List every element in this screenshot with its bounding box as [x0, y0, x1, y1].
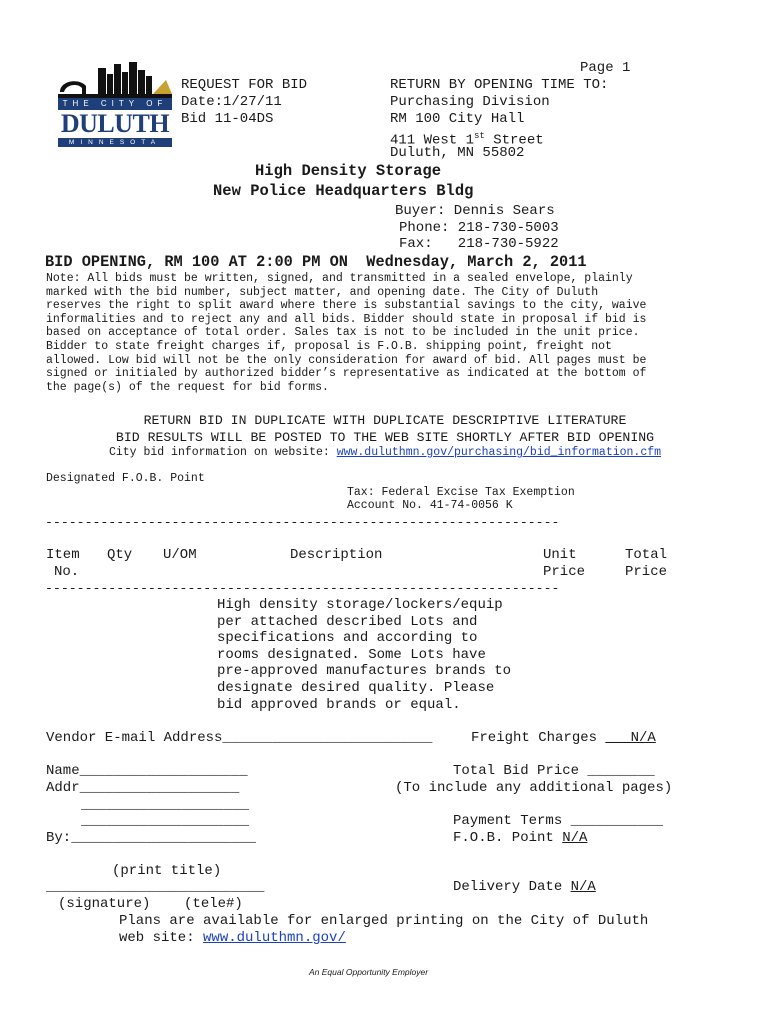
by-field[interactable]: By:______________________ — [46, 830, 257, 846]
description-line: specifications and according to — [217, 630, 478, 647]
description-line: per attached described Lots and — [217, 613, 478, 630]
logo-bottom-band: MINNESOTA — [58, 138, 172, 147]
header-unit-price: Price — [543, 564, 586, 580]
bid-opening: BID OPENING, RM 100 AT 2:00 PM ON Wednesday, March 2, 2011 — [45, 253, 587, 271]
header-item: Item — [46, 547, 80, 563]
vendor-address-line-3[interactable]: ____________________ — [81, 813, 250, 829]
print-title-caption: (print title) — [112, 863, 222, 879]
payment-terms-label: Payment Terms — [453, 813, 571, 829]
return-city: Duluth, MN 55802 — [390, 145, 525, 161]
description-line: pre-approved manufactures brands to — [217, 663, 512, 680]
note-line: reserves the right to split award where there is substantial savings to the city, waive — [46, 299, 647, 313]
total-bid-price — [453, 763, 655, 780]
total-bid-price-label: Total Bid Price — [453, 763, 588, 779]
buyer-name: Buyer: Dennis Sears — [395, 203, 555, 219]
duluth-website-link[interactable]: www.duluthmn.gov/ — [203, 930, 346, 946]
freight-charges-value[interactable]: ___N/A — [605, 730, 656, 746]
divider-top: ----------------------------------------------------------------- — [45, 515, 560, 530]
total-bid-price-value[interactable]: ________ — [587, 763, 655, 779]
note-line: marked with the bid number, subject matter, and opening date. The City of Duluth — [46, 285, 599, 299]
footer-equal-opportunity: An Equal Opportunity Employer — [309, 967, 429, 977]
vendor-email-field[interactable]: Vendor E-mail Address_________________________ — [46, 730, 433, 746]
website-label: City bid information on website: — [108, 446, 337, 459]
bid-information-link[interactable]: www.duluthmn.gov/purchasing/bid_information.cfm — [336, 446, 662, 459]
signature-caption: (signature) (tele#) — [58, 896, 243, 912]
note-line: the page(s) of the request for bid forms. — [46, 380, 329, 394]
notice-website — [0, 446, 770, 460]
return-street-sup: st — [474, 131, 485, 141]
freight-charges-label: Freight Charges — [471, 730, 606, 746]
logo-top-band: THE CITY OF — [58, 98, 172, 110]
request-title: REQUEST FOR BID — [181, 77, 308, 93]
note-line: informalities and to reject any and all bids. Bidder should state in proposal if bid is — [46, 312, 647, 326]
bid-number: Bid 11-04DS — [181, 111, 274, 127]
title-line-1: High Density Storage — [255, 162, 442, 180]
note-line: allowed. Low bid will not be the only consideration for award of bid. All pages must be — [46, 353, 647, 367]
logo-wordmark: DULUTH — [60, 109, 170, 138]
buyer-fax: Fax: 218-730-5922 — [399, 236, 559, 252]
note-line: signed or initialed by authorized bidder’s representative as indicated at the bottom of — [46, 367, 647, 381]
return-street-pre: 411 West 1 — [390, 132, 475, 149]
description-line: High density storage/lockers/equip — [217, 597, 503, 613]
buyer-phone: Phone: 218-730-5003 — [399, 220, 559, 236]
vendor-name-field[interactable]: Name____________________ — [46, 763, 248, 779]
tax-account: Account No. 41-74-0056 K — [347, 499, 513, 512]
vendor-address-field[interactable]: Addr___________________ — [46, 780, 240, 796]
divider-header: ----------------------------------------------------------------- — [45, 581, 560, 596]
vendor-address-line-2[interactable]: ____________________ — [81, 797, 250, 813]
description-line: designate desired quality. Please — [217, 679, 495, 696]
additional-pages-note: (To include any additional pages) — [395, 780, 673, 796]
item-description — [217, 597, 511, 713]
city-of-duluth-logo — [58, 60, 174, 150]
fob-point-label-2: F.O.B. Point — [453, 830, 563, 846]
delivery-date — [453, 879, 596, 896]
note-line: Bidder to state freight charges if, proposal is F.O.B. shipping point, freight not — [46, 339, 612, 353]
header-qty: Qty — [107, 547, 133, 563]
plans-website-label: web site: — [119, 930, 204, 946]
return-division: Purchasing Division — [390, 94, 550, 110]
header-uom: U/OM — [163, 547, 197, 563]
fob-point — [453, 830, 587, 847]
skyline-icon — [58, 60, 174, 100]
return-heading: RETURN BY OPENING TIME TO: — [390, 77, 609, 93]
fob-point-label: Designated F.O.B. Point — [46, 472, 205, 485]
description-line: rooms designated. Some Lots have — [217, 646, 486, 663]
return-room: RM 100 City Hall — [390, 111, 525, 127]
notice-duplicate: RETURN BID IN DUPLICATE WITH DUPLICATE DESCRIPTIVE LITERATURE — [143, 413, 627, 428]
signature-line[interactable]: __________________________ — [46, 879, 265, 895]
tax-exemption: Tax: Federal Excise Tax Exemption — [347, 486, 575, 499]
header-total: Total — [625, 547, 668, 563]
plans-note: Plans are available for enlarged printing on the City of Duluth — [119, 913, 649, 929]
note-paragraph — [46, 272, 646, 394]
delivery-date-value[interactable]: N/A — [570, 879, 596, 895]
header-total-price: Price — [625, 564, 668, 580]
title-line-2: New Police Headquarters Bldg — [213, 182, 474, 200]
header-item-no: No. — [54, 564, 80, 580]
page-number: Page 1 — [580, 60, 631, 76]
delivery-date-label: Delivery Date — [453, 879, 571, 895]
plans-website — [119, 930, 346, 947]
freight-charges — [471, 730, 656, 747]
return-street-post: Street — [484, 132, 544, 149]
payment-terms-value[interactable]: ___________ — [570, 813, 664, 829]
header-description: Description — [290, 547, 383, 563]
notice-results: BID RESULTS WILL BE POSTED TO THE WEB SITE SHORTLY AFTER BID OPENING — [115, 430, 655, 445]
note-line: based on acceptance of total order. Sales tax is not to be included in the unit price. — [46, 326, 640, 340]
request-date: Date:1/27/11 — [181, 94, 282, 110]
payment-terms — [453, 813, 663, 830]
header-unit: Unit — [543, 547, 577, 563]
fob-point-value[interactable]: N/A — [562, 830, 588, 846]
description-line: bid approved brands or equal. — [217, 696, 461, 713]
note-line: Note: All bids must be written, signed, and transmitted in a sealed envelope, plainly — [46, 272, 633, 285]
